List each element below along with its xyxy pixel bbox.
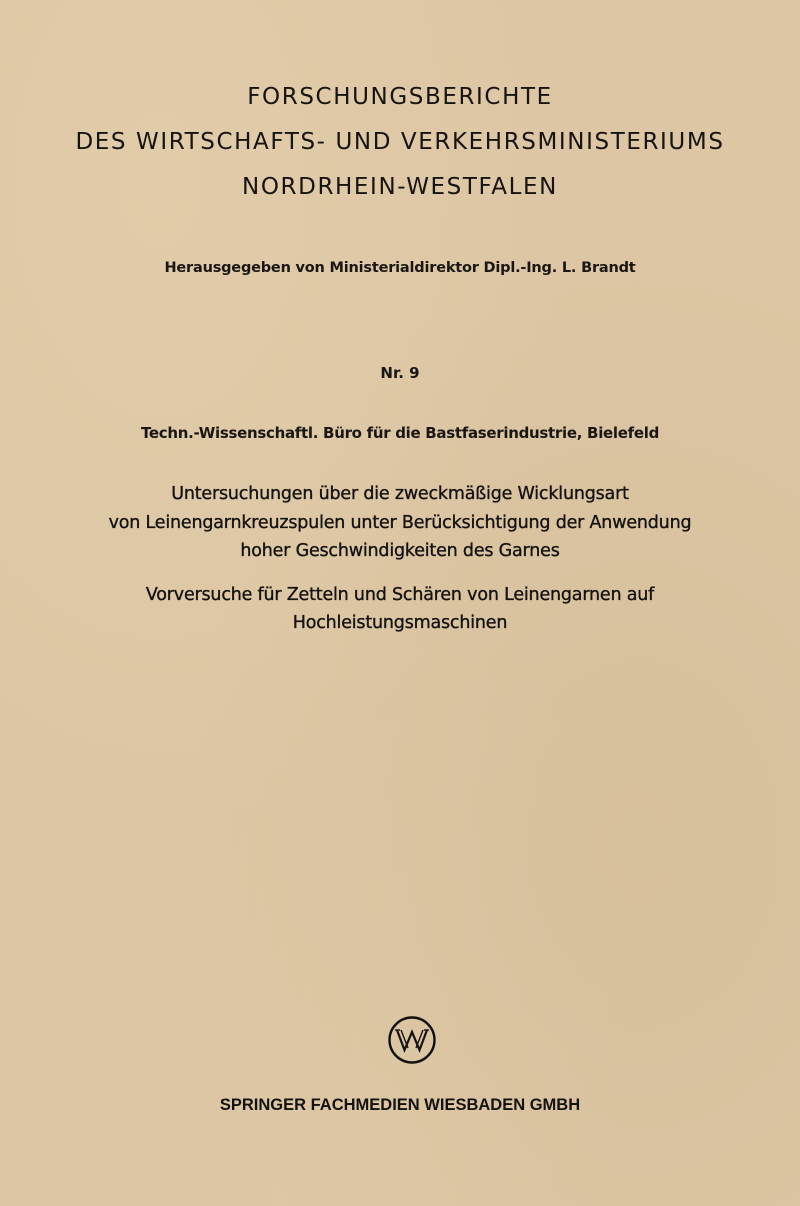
second-title-line-1: Vorversuche für Zetteln und Schären von Leinengarnen auf xyxy=(145,585,655,605)
issue-number: Nr. 9 xyxy=(380,364,420,382)
series-title-line-1: FORSCHUNGSBERICHTE xyxy=(247,84,553,110)
editor-line: Herausgegeben von Ministerialdirektor Dipl.-Ing. L. Brandt xyxy=(164,260,636,276)
second-title-line-2: Hochleistungsmaschinen xyxy=(292,613,508,633)
series-title-line-3: NORDRHEIN-WESTFALEN xyxy=(242,174,558,200)
main-title-line-1: Untersuchungen über die zweckmäßige Wicklungsart xyxy=(171,484,629,504)
main-title-line-3: hoher Geschwindigkeiten des Garnes xyxy=(240,541,560,561)
publisher-name: SPRINGER FACHMEDIEN WIESBADEN GMBH xyxy=(219,1096,581,1114)
author-institution: Techn.-Wissenschaftl. Büro für die Bastfaserindustrie, Bielefeld xyxy=(140,424,660,442)
springer-vw-logo-icon xyxy=(387,1015,437,1065)
series-title-line-2: DES WIRTSCHAFTS- UND VERKEHRSMINISTERIUMS xyxy=(75,129,725,155)
main-title-line-2: von Leinengarnkreuzspulen unter Berücksichtigung der Anwendung xyxy=(108,513,692,533)
